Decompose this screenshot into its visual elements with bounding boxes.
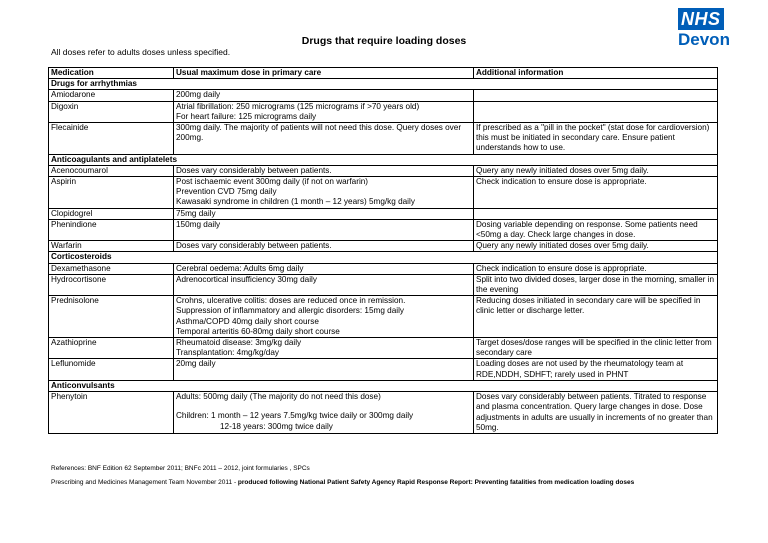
footer-note bbox=[51, 477, 731, 488]
medication-cell: Hydrocortisone bbox=[49, 274, 174, 295]
dose-cell bbox=[174, 274, 474, 295]
dose-line: For heart failure: 125 micrograms daily bbox=[176, 111, 317, 121]
table-header-row bbox=[49, 68, 718, 79]
column-header-info: Additional information bbox=[474, 68, 718, 79]
section-heading: Anticonvulsants bbox=[49, 380, 718, 391]
dose-line: Temporal arteritis 60-80mg daily short course bbox=[176, 326, 340, 336]
medication-cell: Azathioprine bbox=[49, 338, 174, 359]
dose-line: Kawasaki syndrome in children (1 month – 12 years) 5mg/kg daily bbox=[176, 197, 415, 207]
dose-cell bbox=[174, 338, 474, 359]
info-cell bbox=[474, 219, 718, 240]
dose-cell bbox=[174, 359, 474, 380]
dose-line: Doses vary considerably between patients. bbox=[176, 241, 332, 251]
section-heading-row bbox=[49, 154, 718, 165]
info-cell bbox=[474, 392, 718, 434]
dose-cell bbox=[174, 90, 474, 101]
dose-cell bbox=[174, 241, 474, 252]
info-line: Reducing doses initiated in secondary care will be specified in clinic letter or discharge letter. bbox=[476, 296, 701, 316]
table-row bbox=[49, 241, 718, 252]
dose-cell bbox=[174, 208, 474, 219]
dose-line: 12-18 years: 300mg twice daily bbox=[220, 421, 333, 431]
info-cell bbox=[474, 208, 718, 219]
dose-line: Crohns, ulcerative colitis: doses are reduced once in remission. bbox=[176, 296, 406, 306]
dose-line: Doses vary considerably between patients. bbox=[176, 165, 332, 175]
footer-prefix: Prescribing and Medicines Management Team November 2011 - bbox=[51, 479, 238, 486]
references: References: BNF Edition 62 September 2011; BNFc 2011 – 2012, joint formularies , SPCs bbox=[51, 465, 310, 472]
info-line: Check indication to ensure dose is appropriate. bbox=[476, 177, 647, 187]
dose-line: 75mg daily bbox=[176, 208, 216, 218]
info-cell bbox=[474, 263, 718, 274]
dose-line: Asthma/COPD 40mg daily short course bbox=[176, 316, 319, 326]
nhs-logo-badge: NHS bbox=[678, 8, 724, 30]
dose-line: 200mg daily bbox=[176, 90, 221, 100]
info-line: Target doses/dose ranges will be specified in the clinic letter from secondary care bbox=[476, 338, 712, 358]
info-cell bbox=[474, 165, 718, 176]
section-heading: Corticosteroids bbox=[49, 252, 718, 263]
table-row bbox=[49, 274, 718, 295]
dose-line: Children: 1 month – 12 years 7.5mg/kg twice daily or 300mg daily bbox=[176, 411, 414, 421]
medication-cell: Dexamethasone bbox=[49, 263, 174, 274]
dose-cell bbox=[174, 165, 474, 176]
info-cell bbox=[474, 241, 718, 252]
dose-line: Transplantation: 4mg/kg/day bbox=[176, 348, 280, 358]
info-line: Doses vary considerably between patients. Titrated to response and plasma concentration. Query large changes in dose. Dose adjustments in adults are usually in increments of no greater than 50mg. bbox=[476, 392, 713, 432]
document-subtitle: All doses refer to adults doses unless specified. bbox=[51, 47, 231, 57]
medication-cell: Aspirin bbox=[49, 177, 174, 209]
info-cell bbox=[474, 90, 718, 101]
medication-cell: Flecainide bbox=[49, 123, 174, 155]
column-header-medication: Medication bbox=[49, 68, 174, 79]
section-heading: Anticoagulants and antiplatelets bbox=[49, 154, 718, 165]
loading-doses-table bbox=[48, 67, 718, 434]
medication-cell: Warfarin bbox=[49, 241, 174, 252]
info-cell bbox=[474, 359, 718, 380]
dose-cell bbox=[174, 101, 474, 122]
dose-line: Prevention CVD 75mg daily bbox=[176, 187, 277, 197]
table-row bbox=[49, 392, 718, 434]
section-heading: Drugs for arrhythmias bbox=[49, 79, 718, 90]
info-cell bbox=[474, 123, 718, 155]
document-title: Drugs that require loading doses bbox=[301, 35, 467, 47]
footer-bold: produced following National Patient Safety Agency Rapid Response Report: Preventing fatalities from medication loading doses bbox=[237, 479, 635, 486]
dose-line: Cerebral oedema: Adults 6mg daily bbox=[176, 263, 304, 273]
dose-cell bbox=[174, 296, 474, 338]
logo-region: Devon bbox=[678, 30, 730, 49]
table-row bbox=[49, 165, 718, 176]
info-cell bbox=[474, 274, 718, 295]
table-row bbox=[49, 263, 718, 274]
section-heading-row bbox=[49, 380, 718, 391]
table-row bbox=[49, 123, 718, 155]
dose-line: Adults: 500mg daily (The majority do not need this dose) bbox=[176, 392, 381, 402]
dose-line: Suppression of inflammatory and allergic disorders: 15mg daily bbox=[176, 306, 404, 316]
medication-cell: Phenytoin bbox=[49, 392, 174, 434]
table-row bbox=[49, 359, 718, 380]
dose-cell bbox=[174, 123, 474, 155]
column-header-dose: Usual maximum dose in primary care bbox=[174, 68, 474, 79]
dose-line: Rheumatoid disease: 3mg/kg daily bbox=[176, 338, 302, 348]
section-heading-row bbox=[49, 79, 718, 90]
dose-line: Atrial fibrillation: 250 micrograms (125 micrograms if >70 years old) bbox=[176, 101, 420, 111]
info-line: Query any newly initiated doses over 5mg daily. bbox=[476, 241, 649, 251]
table-row bbox=[49, 90, 718, 101]
dose-cell bbox=[174, 177, 474, 209]
table-row bbox=[49, 208, 718, 219]
info-line: Loading doses are not used by the rheumatology team at RDE,NDDH, SDHFT; rarely used in PHNT bbox=[476, 359, 684, 379]
table-row bbox=[49, 177, 718, 209]
dose-line: 300mg daily. The majority of patients will not need this dose. Query doses over 200mg. bbox=[176, 123, 462, 143]
table-row bbox=[49, 338, 718, 359]
info-line: Split into two divided doses, larger dose in the morning, smaller in the evening bbox=[476, 274, 715, 295]
medication-cell: Clopidogrel bbox=[49, 208, 174, 219]
dose-line: 150mg daily bbox=[176, 219, 221, 229]
dose-line: Post ischaemic event 300mg daily (if not on warfarin) bbox=[176, 177, 369, 187]
dose-line: Adrenocortical insufficiency 30mg daily bbox=[176, 274, 317, 284]
table-row bbox=[49, 296, 718, 338]
info-cell bbox=[474, 296, 718, 338]
info-line: Dosing variable depending on response. Some patients need <50mg a day. Check large changes in dose. bbox=[476, 219, 698, 240]
info-cell bbox=[474, 101, 718, 122]
info-line: Check indication to ensure dose is appropriate. bbox=[476, 263, 647, 273]
dose-cell bbox=[174, 219, 474, 240]
table-row bbox=[49, 219, 718, 240]
dose-line: 20mg daily bbox=[176, 359, 216, 369]
section-heading-row bbox=[49, 252, 718, 263]
medication-cell: Leflunomide bbox=[49, 359, 174, 380]
dose-cell bbox=[174, 263, 474, 274]
info-line: Query any newly initiated doses over 5mg daily. bbox=[476, 165, 649, 175]
medication-cell: Digoxin bbox=[49, 101, 174, 122]
medication-cell: Prednisolone bbox=[49, 296, 174, 338]
medication-cell: Amiodarone bbox=[49, 90, 174, 101]
info-cell bbox=[474, 338, 718, 359]
info-cell bbox=[474, 177, 718, 209]
dose-cell bbox=[174, 392, 474, 434]
spacer bbox=[176, 402, 471, 411]
table-row bbox=[49, 101, 718, 122]
medication-cell: Acenocoumarol bbox=[49, 165, 174, 176]
medication-cell: Phenindione bbox=[49, 219, 174, 240]
info-line: If prescribed as a "pill in the pocket" (stat dose for cardioversion) this must be initiated in secondary care. Ensure patient understands how to use. bbox=[476, 123, 710, 153]
